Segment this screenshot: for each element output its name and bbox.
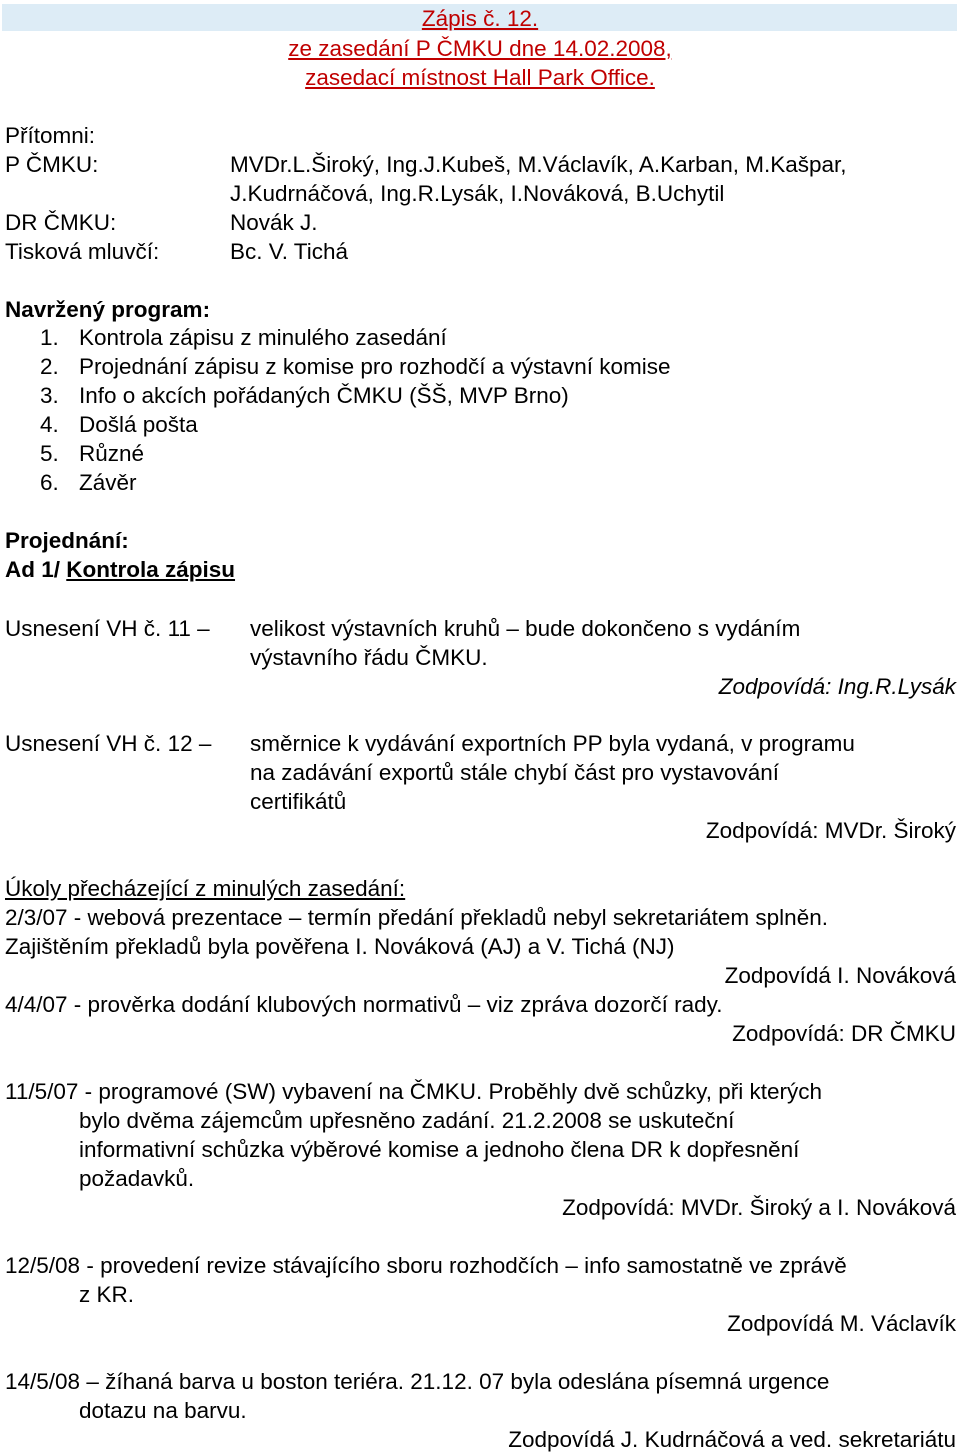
program-item-text: Došlá pošta <box>79 412 198 437</box>
attendance-value-press: Bc. V. Tichá <box>230 239 348 264</box>
resolution-label: Usnesení VH č. 12 – <box>5 731 212 756</box>
resolution-text: na zadávání exportů stále chybí část pro vystavování <box>250 760 780 785</box>
discussion-heading: Projednání: <box>5 528 129 553</box>
task-responsible: Zodpovídá: DR ČMKU <box>732 1021 956 1046</box>
attendance-label-press: Tisková mluvčí: <box>5 239 160 264</box>
resolution-text: výstavního řádu ČMKU. <box>250 645 488 670</box>
document-title: Zápis č. 12. <box>421 6 539 31</box>
task-text: informativní schůzka výběrové komise a jednoho člena DR k dopřesnění <box>79 1137 800 1162</box>
resolution-text: certifikátů <box>250 789 347 814</box>
program-item-num: 5. <box>40 441 59 466</box>
present-label: Přítomni: <box>5 123 96 148</box>
program-item-num: 3. <box>40 383 59 408</box>
attendance-value-dr-cmku: Novák J. <box>230 210 318 235</box>
task-text: 14/5/08 – žíhaná barva u boston teriéra. 21.12. 07 byla odeslána písemná urgence <box>5 1369 830 1394</box>
resolution-text: směrnice k vydávání exportních PP byla vydaná, v programu <box>250 731 855 756</box>
resolution-label: Usnesení VH č. 11 – <box>5 616 210 641</box>
program-item-text: Závěr <box>79 470 137 495</box>
resolution-responsible: Zodpovídá: MVDr. Široký <box>705 818 956 843</box>
attendance-value-p-cmku-cont: J.Kudrnáčová, Ing.R.Lysák, I.Nováková, B.Uchytil <box>230 181 725 206</box>
task-responsible: Zodpovídá J. Kudrnáčová a ved. sekretariátu <box>508 1427 956 1452</box>
task-responsible: Zodpovídá I. Nováková <box>724 963 956 988</box>
resolution-responsible: Zodpovídá: Ing.R.Lysák <box>718 674 956 699</box>
task-text: dotazu na barvu. <box>79 1398 247 1423</box>
agenda-item-heading <box>5 559 235 582</box>
attendance-value-p-cmku: MVDr.L.Široký, Ing.J.Kubeš, M.Václavík, A.Karban, M.Kašpar, <box>230 152 847 177</box>
tasks-heading: Úkoly přecházející z minulých zasedání: <box>5 876 406 901</box>
program-item-num: 2. <box>40 354 59 379</box>
program-item-text: Info o akcích pořádaných ČMKU (ŠŠ, MVP Brno) <box>79 383 569 408</box>
task-text: Zajištěním překladů byla pověřena I. Nováková (AJ) a V. Tichá (NJ) <box>5 934 675 959</box>
task-text: z KR. <box>79 1282 135 1307</box>
task-text: 11/5/07 - programové (SW) vybavení na ČMKU. Proběhly dvě schůzky, při kterých <box>5 1079 822 1104</box>
meeting-date-line: ze zasedání P ČMKU dne 14.02.2008, <box>288 36 672 61</box>
task-responsible: Zodpovídá: MVDr. Široký a I. Nováková <box>562 1195 956 1220</box>
program-heading: Navržený program: <box>5 297 211 322</box>
agenda-item-title: Kontrola zápisu <box>66 557 236 582</box>
program-item-text: Projednání zápisu z komise pro rozhodčí a výstavní komise <box>79 354 671 379</box>
task-responsible: Zodpovídá M. Václavík <box>727 1311 956 1336</box>
task-text: bylo dvěma zájemcům upřesněno zadání. 21.2.2008 se uskuteční <box>79 1108 735 1133</box>
task-text: 2/3/07 - webová prezentace – termín předání překladů nebyl sekretariátem splněn. <box>5 905 828 930</box>
attendance-label-p-cmku: P ČMKU: <box>5 152 99 177</box>
program-item-num: 4. <box>40 412 59 437</box>
program-item-num: 1. <box>40 325 59 350</box>
program-item-text: Různé <box>79 441 145 466</box>
meeting-location-line: zasedací místnost Hall Park Office. <box>305 65 655 90</box>
program-item-text: Kontrola zápisu z minulého zasedání <box>79 325 447 350</box>
task-text: 12/5/08 - provedení revize stávajícího sboru rozhodčích – info samostatně ve zprávě <box>5 1253 847 1278</box>
task-text: 4/4/07 - prověrka dodání klubových normativů – viz zpráva dozorčí rady. <box>5 992 723 1017</box>
attendance-label-dr-cmku: DR ČMKU: <box>5 210 117 235</box>
resolution-text: velikost výstavních kruhů – bude dokončeno s vydáním <box>250 616 801 641</box>
agenda-item-prefix: Ad 1/ <box>5 557 67 582</box>
task-text: požadavků. <box>79 1166 195 1191</box>
program-item-num: 6. <box>40 470 59 495</box>
